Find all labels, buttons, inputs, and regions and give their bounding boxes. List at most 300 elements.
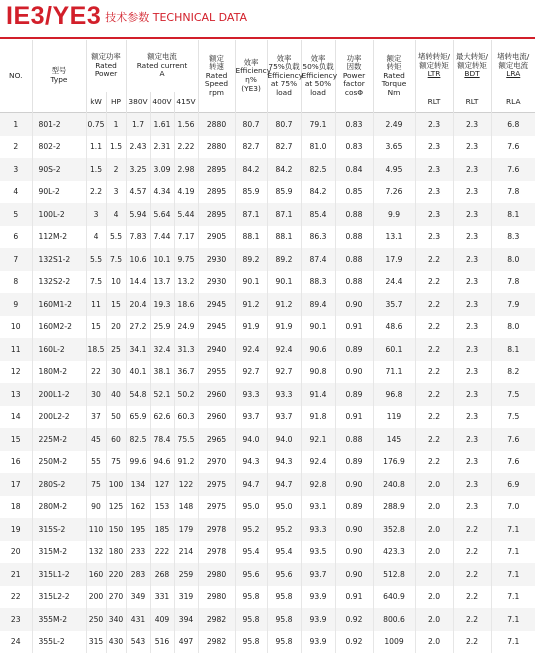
cell-type: 160M1-2 (32, 293, 86, 316)
cell-eff-75: 92.7 (267, 361, 301, 384)
cell-400v: 7.44 (150, 226, 174, 249)
cell-torque: 640.9 (373, 586, 415, 609)
cell-eff-75: 91.2 (267, 293, 301, 316)
cell-no: 20 (0, 541, 32, 564)
header-lra-rla: RLA (506, 96, 521, 106)
cell-torque: 423.3 (373, 541, 415, 564)
cell-eff-50: 92.4 (301, 451, 335, 474)
cell-hp: 60 (106, 428, 126, 451)
cell-efficiency: 93.7 (235, 406, 267, 429)
header-efficiency-75: 效率 75%负载 Efficiency at 75% load (267, 40, 301, 113)
cell-400v: 13.7 (150, 271, 174, 294)
cell-efficiency: 95.6 (235, 563, 267, 586)
table-row (0, 383, 535, 406)
cell-lra: 7.6 (491, 451, 535, 474)
cell-lra: 8.0 (491, 248, 535, 271)
cell-ltr: 2.3 (415, 226, 453, 249)
cell-eff-75: 93.3 (267, 383, 301, 406)
cell-lra: 7.1 (491, 518, 535, 541)
cell-hp: 270 (106, 586, 126, 609)
cell-speed: 2970 (198, 451, 235, 474)
table-row (0, 518, 535, 541)
cell-380v: 5.94 (126, 203, 150, 226)
cell-415v: 319 (174, 586, 198, 609)
cell-415v: 5.44 (174, 203, 198, 226)
cell-380v: 65.9 (126, 406, 150, 429)
cell-400v: 38.1 (150, 361, 174, 384)
cell-415v: 7.17 (174, 226, 198, 249)
cell-ltr: 2.3 (415, 136, 453, 159)
title-divider (0, 37, 535, 39)
cell-kw: 250 (86, 608, 106, 631)
cell-415v: 18.6 (174, 293, 198, 316)
header-lra: 堵转电流/ 额定电流 LRA (497, 52, 530, 79)
cell-400v: 19.3 (150, 293, 174, 316)
cell-no: 23 (0, 608, 32, 631)
cell-415v: 4.19 (174, 181, 198, 204)
cell-kw: 15 (86, 316, 106, 339)
cell-kw: 30 (86, 383, 106, 406)
cell-hp: 15 (106, 293, 126, 316)
cell-no: 11 (0, 338, 32, 361)
cell-eff-75: 94.0 (267, 428, 301, 451)
page-title (6, 2, 247, 32)
cell-no: 8 (0, 271, 32, 294)
cell-no: 5 (0, 203, 32, 226)
cell-lra: 6.9 (491, 473, 535, 496)
cell-no: 24 (0, 631, 32, 654)
table-row (0, 473, 535, 496)
cell-bdt: 2.3 (453, 316, 491, 339)
cell-bdt: 2.3 (453, 361, 491, 384)
cell-400v: 52.1 (150, 383, 174, 406)
table-row (0, 113, 535, 136)
cell-bdt: 2.3 (453, 338, 491, 361)
cell-type: 315L1-2 (32, 563, 86, 586)
table-row (0, 406, 535, 429)
cell-speed: 2930 (198, 248, 235, 271)
cell-speed: 2982 (198, 631, 235, 654)
cell-400v: 516 (150, 631, 174, 654)
cell-power-factor: 0.89 (335, 338, 373, 361)
cell-kw: 75 (86, 473, 106, 496)
cell-type: 225M-2 (32, 428, 86, 451)
cell-380v: 162 (126, 496, 150, 519)
table-row (0, 361, 535, 384)
cell-eff-75: 88.1 (267, 226, 301, 249)
cell-400v: 331 (150, 586, 174, 609)
cell-kw: 160 (86, 563, 106, 586)
cell-eff-50: 79.1 (301, 113, 335, 136)
cell-400v: 62.6 (150, 406, 174, 429)
cell-ltr: 2.2 (415, 293, 453, 316)
cell-kw: 37 (86, 406, 106, 429)
cell-type: 355M-2 (32, 608, 86, 631)
cell-lra: 7.1 (491, 586, 535, 609)
cell-eff-50: 93.7 (301, 563, 335, 586)
cell-efficiency: 94.7 (235, 473, 267, 496)
cell-speed: 2945 (198, 316, 235, 339)
cell-torque: 512.8 (373, 563, 415, 586)
table-row (0, 316, 535, 339)
cell-lra: 7.5 (491, 406, 535, 429)
table-row (0, 293, 535, 316)
cell-400v: 94.6 (150, 451, 174, 474)
cell-kw: 2.2 (86, 181, 106, 204)
header-rated-current: 额定电流 Rated current A (126, 40, 198, 92)
cell-kw: 45 (86, 428, 106, 451)
cell-415v: 2.22 (174, 136, 198, 159)
cell-no: 22 (0, 586, 32, 609)
cell-eff-75: 92.4 (267, 338, 301, 361)
cell-kw: 11 (86, 293, 106, 316)
cell-380v: 54.8 (126, 383, 150, 406)
cell-speed: 2945 (198, 293, 235, 316)
cell-kw: 1.5 (86, 158, 106, 181)
table-row (0, 586, 535, 609)
cell-415v: 50.2 (174, 383, 198, 406)
cell-kw: 200 (86, 586, 106, 609)
cell-eff-50: 82.5 (301, 158, 335, 181)
cell-no: 7 (0, 248, 32, 271)
cell-speed: 2978 (198, 541, 235, 564)
cell-type: 200L1-2 (32, 383, 86, 406)
cell-ltr: 2.0 (415, 518, 453, 541)
cell-415v: 259 (174, 563, 198, 586)
cell-hp: 10 (106, 271, 126, 294)
cell-hp: 1 (106, 113, 126, 136)
cell-lra: 8.1 (491, 338, 535, 361)
cell-type: 801-2 (32, 113, 86, 136)
table-row (0, 338, 535, 361)
cell-400v: 127 (150, 473, 174, 496)
cell-eff-50: 87.4 (301, 248, 335, 271)
cell-power-factor: 0.89 (335, 383, 373, 406)
cell-efficiency: 94.0 (235, 428, 267, 451)
cell-no: 19 (0, 518, 32, 541)
cell-kw: 18.5 (86, 338, 106, 361)
cell-eff-50: 93.3 (301, 518, 335, 541)
cell-type: 100L-2 (32, 203, 86, 226)
cell-400v: 2.31 (150, 136, 174, 159)
cell-380v: 34.1 (126, 338, 150, 361)
cell-efficiency: 88.1 (235, 226, 267, 249)
cell-bdt: 2.3 (453, 451, 491, 474)
cell-415v: 31.3 (174, 338, 198, 361)
cell-hp: 75 (106, 451, 126, 474)
cell-kw: 5.5 (86, 248, 106, 271)
cell-eff-50: 86.3 (301, 226, 335, 249)
cell-380v: 431 (126, 608, 150, 631)
cell-bdt: 2.2 (453, 563, 491, 586)
cell-type: 90L-2 (32, 181, 86, 204)
cell-type: 180M-2 (32, 361, 86, 384)
cell-400v: 222 (150, 541, 174, 564)
cell-torque: 4.95 (373, 158, 415, 181)
cell-380v: 134 (126, 473, 150, 496)
cell-power-factor: 0.90 (335, 563, 373, 586)
cell-lra: 7.9 (491, 293, 535, 316)
cell-380v: 40.1 (126, 361, 150, 384)
cell-400v: 185 (150, 518, 174, 541)
cell-no: 15 (0, 428, 32, 451)
cell-type: 315S-2 (32, 518, 86, 541)
cell-efficiency: 80.7 (235, 113, 267, 136)
cell-no: 10 (0, 316, 32, 339)
cell-efficiency: 82.7 (235, 136, 267, 159)
cell-380v: 195 (126, 518, 150, 541)
cell-speed: 2895 (198, 203, 235, 226)
cell-eff-75: 95.6 (267, 563, 301, 586)
cell-hp: 20 (106, 316, 126, 339)
table-row (0, 428, 535, 451)
cell-power-factor: 0.90 (335, 518, 373, 541)
cell-415v: 122 (174, 473, 198, 496)
cell-type: 315L2-2 (32, 586, 86, 609)
cell-torque: 145 (373, 428, 415, 451)
cell-torque: 119 (373, 406, 415, 429)
cell-power-factor: 0.88 (335, 428, 373, 451)
table-row (0, 248, 535, 271)
cell-lra: 8.2 (491, 361, 535, 384)
cell-type: 280S-2 (32, 473, 86, 496)
cell-efficiency: 89.2 (235, 248, 267, 271)
cell-380v: 283 (126, 563, 150, 586)
cell-ltr: 2.0 (415, 631, 453, 654)
cell-no: 2 (0, 136, 32, 159)
cell-torque: 13.1 (373, 226, 415, 249)
header-no: NO. (0, 40, 32, 113)
cell-ltr: 2.3 (415, 158, 453, 181)
cell-380v: 543 (126, 631, 150, 654)
cell-eff-75: 93.7 (267, 406, 301, 429)
cell-hp: 3 (106, 181, 126, 204)
cell-bdt: 2.3 (453, 248, 491, 271)
cell-type: 355L-2 (32, 631, 86, 654)
cell-400v: 3.09 (150, 158, 174, 181)
cell-eff-75: 84.2 (267, 158, 301, 181)
cell-415v: 179 (174, 518, 198, 541)
cell-hp: 150 (106, 518, 126, 541)
cell-type: 160L-2 (32, 338, 86, 361)
cell-no: 16 (0, 451, 32, 474)
cell-bdt: 2.2 (453, 541, 491, 564)
cell-eff-75: 95.2 (267, 518, 301, 541)
cell-ltr: 2.0 (415, 496, 453, 519)
header-bdt-rlt: RLT (453, 92, 491, 113)
cell-no: 12 (0, 361, 32, 384)
header-rated-speed: 额定 转速 Rated Speed rpm (198, 40, 235, 113)
cell-ltr: 2.2 (415, 338, 453, 361)
cell-400v: 25.9 (150, 316, 174, 339)
cell-lra: 7.8 (491, 181, 535, 204)
header-hp: HP (106, 92, 126, 113)
cell-power-factor: 0.84 (335, 158, 373, 181)
cell-hp: 430 (106, 631, 126, 654)
cell-415v: 1.56 (174, 113, 198, 136)
cell-eff-75: 91.9 (267, 316, 301, 339)
cell-eff-50: 85.4 (301, 203, 335, 226)
cell-415v: 214 (174, 541, 198, 564)
cell-lra: 8.0 (491, 316, 535, 339)
cell-eff-75: 95.0 (267, 496, 301, 519)
cell-torque: 60.1 (373, 338, 415, 361)
cell-speed: 2930 (198, 271, 235, 294)
cell-eff-75: 80.7 (267, 113, 301, 136)
cell-400v: 78.4 (150, 428, 174, 451)
header-ltr: 堵转转矩/ 额定转矩 LTR (415, 40, 453, 92)
cell-400v: 4.34 (150, 181, 174, 204)
table-row (0, 563, 535, 586)
cell-eff-75: 90.1 (267, 271, 301, 294)
cell-torque: 800.6 (373, 608, 415, 631)
header-efficiency: 效率 Efficiency η% (YE3) (235, 40, 267, 113)
cell-lra: 7.6 (491, 158, 535, 181)
cell-efficiency: 95.8 (235, 586, 267, 609)
cell-efficiency: 84.2 (235, 158, 267, 181)
cell-speed: 2982 (198, 608, 235, 631)
table-row (0, 181, 535, 204)
cell-400v: 10.1 (150, 248, 174, 271)
cell-ltr: 2.0 (415, 563, 453, 586)
cell-400v: 5.64 (150, 203, 174, 226)
cell-bdt: 2.3 (453, 158, 491, 181)
cell-type: 90S-2 (32, 158, 86, 181)
cell-lra: 7.1 (491, 608, 535, 631)
cell-speed: 2965 (198, 428, 235, 451)
cell-bdt: 2.2 (453, 586, 491, 609)
table-row (0, 541, 535, 564)
cell-eff-75: 89.2 (267, 248, 301, 271)
cell-415v: 24.9 (174, 316, 198, 339)
cell-efficiency: 95.2 (235, 518, 267, 541)
cell-hp: 25 (106, 338, 126, 361)
cell-ltr: 2.0 (415, 608, 453, 631)
cell-380v: 349 (126, 586, 150, 609)
header-rated-power: 额定功率 Rated Power (86, 40, 126, 92)
table-row (0, 451, 535, 474)
cell-eff-75: 87.1 (267, 203, 301, 226)
cell-speed: 2978 (198, 518, 235, 541)
cell-380v: 14.4 (126, 271, 150, 294)
cell-eff-50: 92.1 (301, 428, 335, 451)
cell-efficiency: 95.4 (235, 541, 267, 564)
cell-ltr: 2.2 (415, 451, 453, 474)
cell-eff-50: 90.1 (301, 316, 335, 339)
cell-type: 132S1-2 (32, 248, 86, 271)
cell-power-factor: 0.83 (335, 136, 373, 159)
cell-hp: 100 (106, 473, 126, 496)
cell-415v: 75.5 (174, 428, 198, 451)
cell-415v: 91.2 (174, 451, 198, 474)
cell-no: 9 (0, 293, 32, 316)
cell-415v: 148 (174, 496, 198, 519)
cell-type: 160M2-2 (32, 316, 86, 339)
cell-eff-50: 88.3 (301, 271, 335, 294)
cell-speed: 2980 (198, 586, 235, 609)
header-kw: kW (86, 92, 106, 113)
cell-lra: 7.6 (491, 136, 535, 159)
cell-type: 250M-2 (32, 451, 86, 474)
cell-ltr: 2.0 (415, 586, 453, 609)
cell-torque: 35.7 (373, 293, 415, 316)
cell-380v: 20.4 (126, 293, 150, 316)
cell-speed: 2880 (198, 113, 235, 136)
cell-efficiency: 95.8 (235, 631, 267, 654)
cell-ltr: 2.0 (415, 473, 453, 496)
cell-415v: 2.98 (174, 158, 198, 181)
cell-hp: 40 (106, 383, 126, 406)
cell-hp: 180 (106, 541, 126, 564)
cell-eff-50: 90.8 (301, 361, 335, 384)
cell-ltr: 2.3 (415, 181, 453, 204)
cell-type: 315M-2 (32, 541, 86, 564)
cell-speed: 2980 (198, 563, 235, 586)
cell-eff-50: 91.8 (301, 406, 335, 429)
cell-380v: 1.7 (126, 113, 150, 136)
table-row (0, 203, 535, 226)
cell-380v: 10.6 (126, 248, 150, 271)
cell-eff-50: 92.8 (301, 473, 335, 496)
cell-bdt: 2.2 (453, 608, 491, 631)
header-bdt: 最大转矩/ 额定转矩 BDT (453, 40, 491, 92)
title-model: IE3/YE3 (6, 2, 102, 30)
cell-lra: 7.1 (491, 563, 535, 586)
cell-ltr: 2.2 (415, 271, 453, 294)
cell-415v: 394 (174, 608, 198, 631)
cell-efficiency: 92.4 (235, 338, 267, 361)
cell-power-factor: 0.91 (335, 586, 373, 609)
cell-power-factor: 0.88 (335, 271, 373, 294)
cell-lra: 8.3 (491, 226, 535, 249)
cell-415v: 497 (174, 631, 198, 654)
cell-lra: 7.0 (491, 496, 535, 519)
header-400v: 400V (150, 92, 174, 113)
cell-hp: 1.5 (106, 136, 126, 159)
cell-380v: 27.2 (126, 316, 150, 339)
cell-type: 280M-2 (32, 496, 86, 519)
cell-efficiency: 90.1 (235, 271, 267, 294)
table-row (0, 631, 535, 654)
cell-kw: 55 (86, 451, 106, 474)
cell-torque: 7.26 (373, 181, 415, 204)
cell-eff-75: 95.8 (267, 586, 301, 609)
cell-efficiency: 91.2 (235, 293, 267, 316)
cell-power-factor: 0.88 (335, 203, 373, 226)
cell-eff-75: 85.9 (267, 181, 301, 204)
cell-bdt: 2.3 (453, 383, 491, 406)
cell-efficiency: 95.8 (235, 608, 267, 631)
cell-400v: 409 (150, 608, 174, 631)
cell-torque: 176.9 (373, 451, 415, 474)
header-ltr-rlt: RLT (415, 92, 453, 113)
cell-torque: 96.8 (373, 383, 415, 406)
cell-415v: 9.75 (174, 248, 198, 271)
cell-type: 802-2 (32, 136, 86, 159)
header-efficiency-50: 效率 50%负载 Efficiency at 50% load (301, 40, 335, 113)
cell-bdt: 2.3 (453, 113, 491, 136)
cell-415v: 36.7 (174, 361, 198, 384)
cell-eff-50: 93.9 (301, 608, 335, 631)
cell-380v: 2.43 (126, 136, 150, 159)
cell-380v: 7.83 (126, 226, 150, 249)
cell-bdt: 2.3 (453, 136, 491, 159)
cell-torque: 2.49 (373, 113, 415, 136)
header-380v: 380V (126, 92, 150, 113)
cell-power-factor: 0.89 (335, 451, 373, 474)
cell-lra: 8.1 (491, 203, 535, 226)
cell-torque: 1009 (373, 631, 415, 654)
